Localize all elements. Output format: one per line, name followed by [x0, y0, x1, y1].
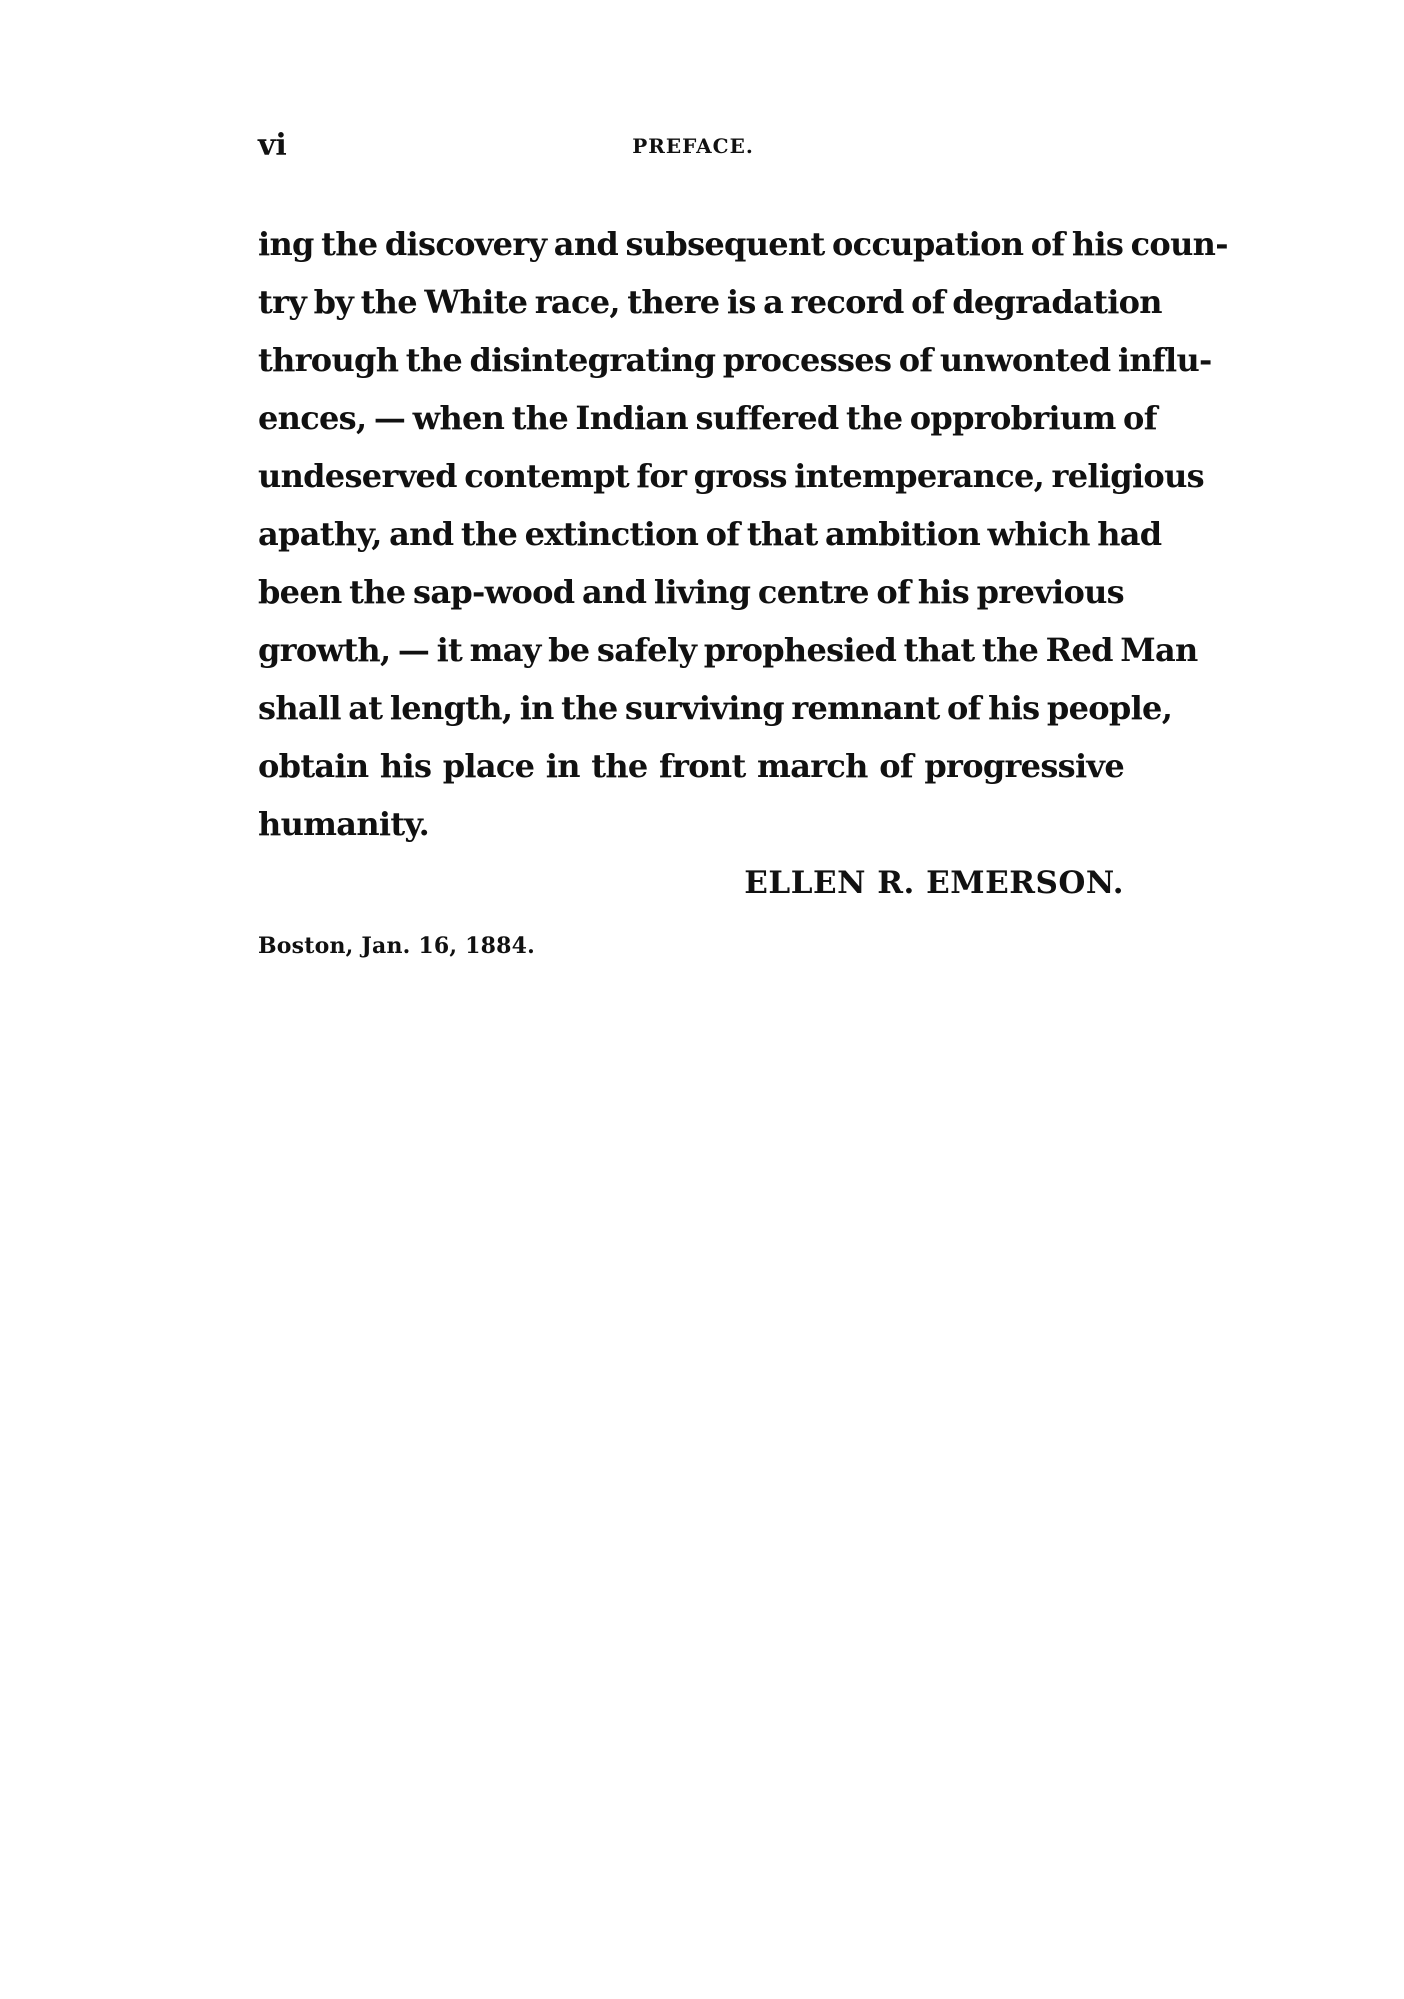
text-line: been the sap-wood and living centre of his previous	[258, 573, 1124, 611]
text-line: growth, — it may be safely prophesied that the Red Man	[258, 631, 1198, 669]
text-line-last: humanity.	[258, 805, 430, 843]
text-line: ing the discovery and subsequent occupation of his coun-	[258, 225, 1228, 263]
text-line: through the disintegrating processes of unwonted influ-	[258, 341, 1212, 379]
dateline: Boston, Jan. 16, 1884.	[258, 933, 536, 959]
running-head: PREFACE.	[632, 134, 754, 158]
text-line: apathy, and the extinction of that ambition which had	[258, 515, 1162, 553]
page-header	[258, 126, 1124, 166]
text-line: ences, — when the Indian suffered the opprobrium of	[258, 399, 1157, 437]
author-signature: ELLEN R. EMERSON.	[744, 865, 1124, 901]
text-line: undeserved contempt for gross intemperance, religious	[258, 457, 1204, 495]
page-number: vi	[258, 128, 287, 163]
text-line: shall at length, in the surviving remnant of his people,	[258, 689, 1173, 727]
preface-paragraph	[258, 215, 1228, 853]
text-line: try by the White race, there is a record of degradation	[258, 283, 1162, 321]
text-line: obtain his place in the front march of progressive	[258, 747, 1124, 785]
